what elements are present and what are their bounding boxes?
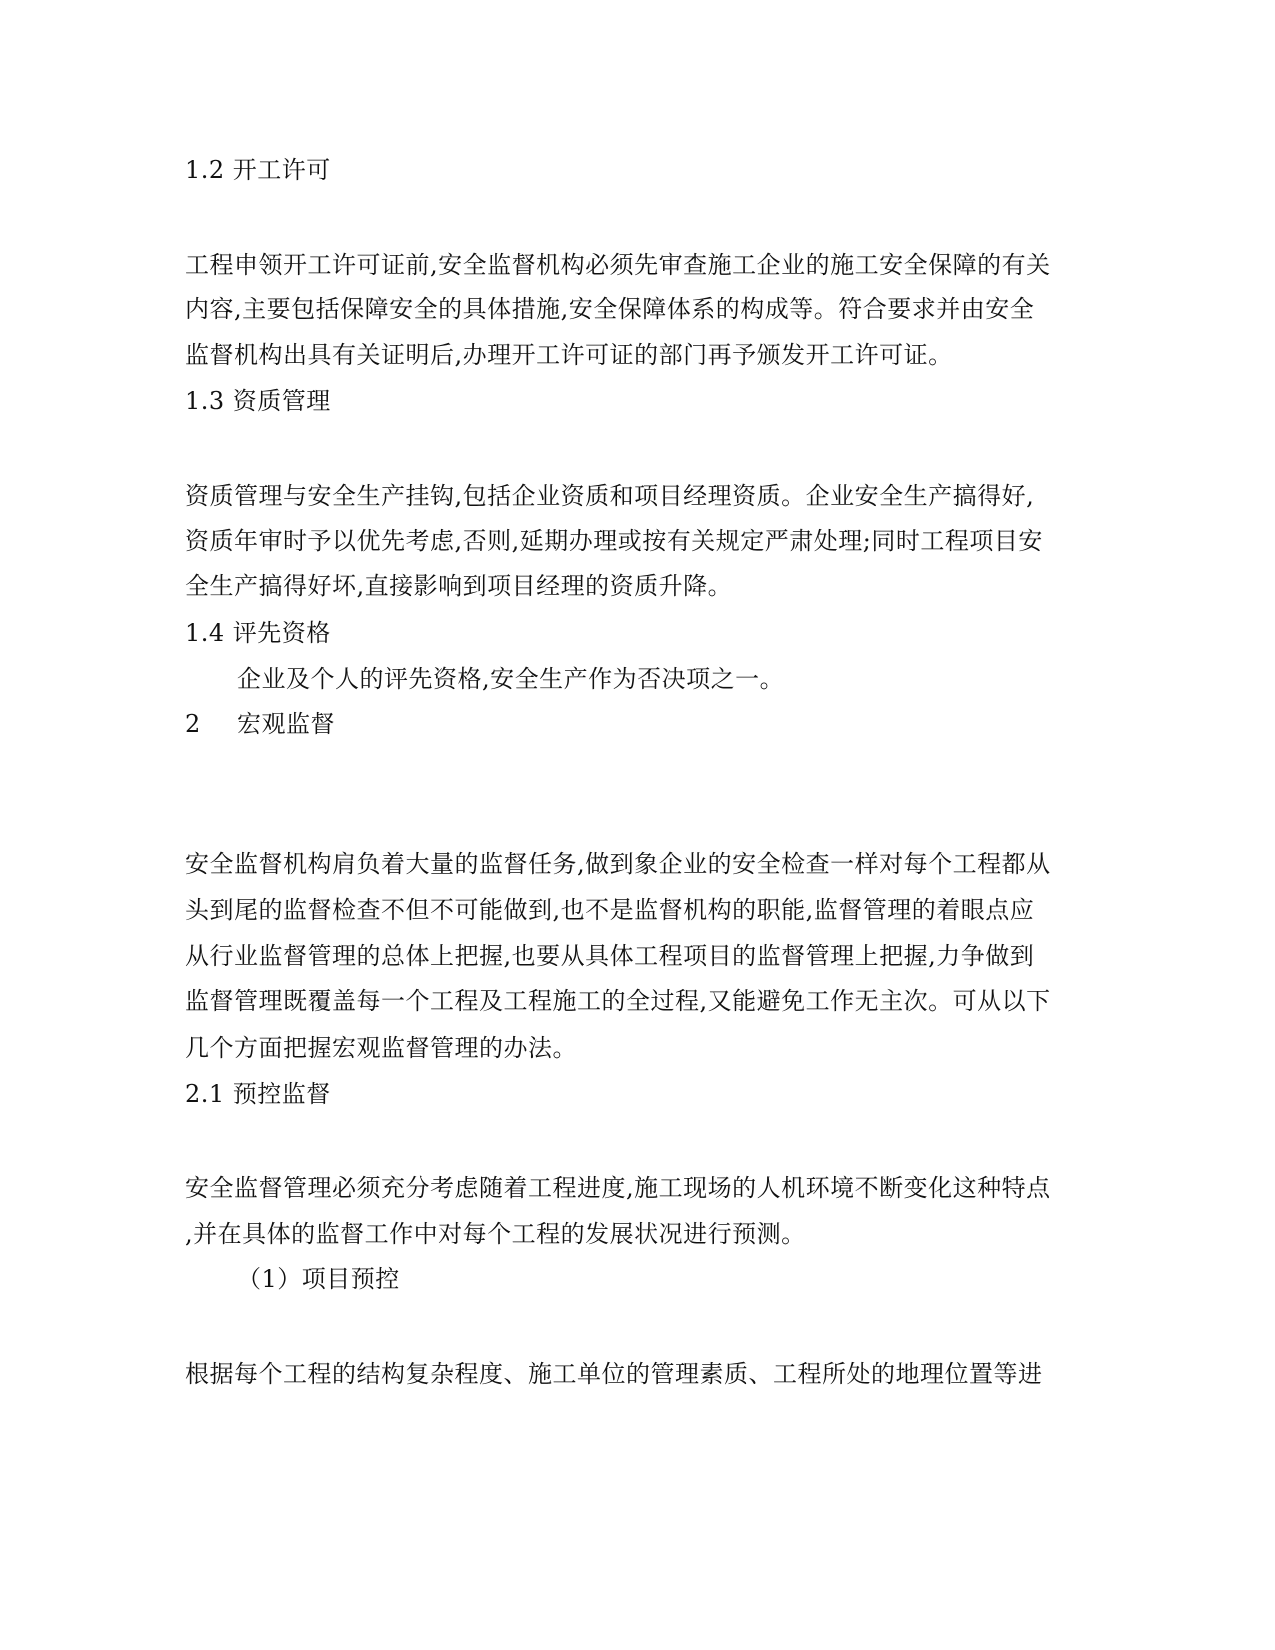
paragraph-line: 头到尾的监督检查不但不可能做到,也不是监督机构的职能,监督管理的着眼点应	[185, 896, 1035, 924]
paragraph-line: 工程申领开工许可证前,安全监督机构必须先审查施工企业的施工安全保障的有关	[185, 251, 1051, 279]
paragraph-line: 几个方面把握宏观监督管理的办法。	[185, 1034, 577, 1062]
heading-2-1: 2.1 预控监督	[185, 1080, 331, 1108]
paragraph-line: 监督管理既覆盖每一个工程及工程施工的全过程,又能避免工作无主次。可从以下	[185, 987, 1051, 1015]
paragraph-line: 资质年审时予以优先考虑,否则,延期办理或按有关规定严肃处理;同时工程项目安	[185, 527, 1043, 555]
heading-1-2: 1.2 开工许可	[185, 156, 331, 184]
paragraph-line: 安全监督机构肩负着大量的监督任务,做到象企业的安全检查一样对每个工程都从	[185, 850, 1051, 878]
paragraph-line: 全生产搞得好坏,直接影响到项目经理的资质升降。	[185, 572, 733, 600]
section-title: 宏观监督	[237, 710, 335, 738]
list-item-heading: （1）项目预控	[237, 1265, 400, 1293]
paragraph-line: 企业及个人的评先资格,安全生产作为否决项之一。	[237, 665, 785, 693]
paragraph-line: 监督机构出具有关证明后,办理开工许可证的部门再予颁发开工许可证。	[185, 341, 953, 369]
paragraph-line: 从行业监督管理的总体上把握,也要从具体工程项目的监督管理上把握,力争做到	[185, 942, 1035, 970]
heading-2	[185, 709, 335, 739]
heading-1-3: 1.3 资质管理	[185, 387, 331, 415]
paragraph-line: 安全监督管理必须充分考虑随着工程进度,施工现场的人机环境不断变化这种特点	[185, 1174, 1051, 1202]
paragraph-line: 内容,主要包括保障安全的具体措施,安全保障体系的构成等。符合要求并由安全	[185, 295, 1035, 323]
heading-1-4: 1.4 评先资格	[185, 619, 331, 647]
paragraph-line: ,并在具体的监督工作中对每个工程的发展状况进行预测。	[185, 1220, 806, 1248]
section-number: 2	[185, 710, 201, 738]
paragraph-line: 资质管理与安全生产挂钩,包括企业资质和项目经理资质。企业安全生产搞得好,	[185, 482, 1035, 510]
paragraph-line: 根据每个工程的结构复杂程度、施工单位的管理素质、工程所处的地理位置等进	[185, 1360, 1043, 1388]
